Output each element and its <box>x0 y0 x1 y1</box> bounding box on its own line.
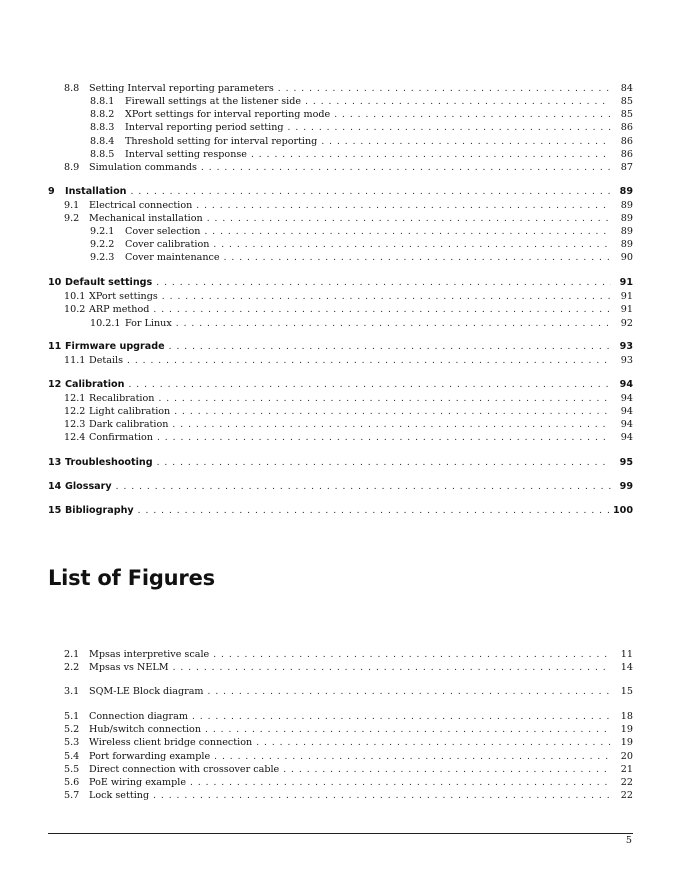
toc-title: Recalibration <box>89 393 155 404</box>
figure-number: 5.2 <box>64 724 80 735</box>
toc-title: Troubleshooting <box>65 457 153 468</box>
figure-entry[interactable] <box>64 723 633 736</box>
figure-number: 5.7 <box>64 790 80 801</box>
toc-title: Installation <box>65 186 127 197</box>
toc-number: 11 <box>48 341 62 352</box>
toc-title: Cover selection <box>125 226 201 237</box>
toc-title: Confirmation <box>89 432 153 443</box>
toc-page: 86 <box>620 122 633 133</box>
toc-title: Setting Interval reporting parameters <box>89 83 274 94</box>
toc-page: 89 <box>620 226 633 237</box>
toc-chapter-11[interactable] <box>48 340 633 353</box>
toc-entry-8-8[interactable] <box>64 82 633 95</box>
toc-title: XPort settings for interval reporting mode <box>125 109 331 120</box>
toc-page: 100 <box>612 505 633 516</box>
toc-number: 10 <box>48 277 62 288</box>
figure-number: 3.1 <box>64 686 80 697</box>
toc-page: 85 <box>620 96 633 107</box>
toc-entry-10-1[interactable] <box>64 290 633 303</box>
toc-number: 8.8.3 <box>90 122 115 133</box>
toc-entry-12-3[interactable] <box>64 418 633 431</box>
toc-page: 91 <box>619 277 633 288</box>
figure-page: 19 <box>620 737 633 748</box>
toc-number: 10.2.1 <box>90 318 121 329</box>
toc-entry-9-2[interactable] <box>64 212 633 225</box>
toc-page: 94 <box>620 432 633 443</box>
figure-number: 5.4 <box>64 751 80 762</box>
toc-page: 86 <box>620 136 633 147</box>
toc-title: ARP method <box>89 304 150 315</box>
toc-title: Interval reporting period setting <box>125 122 284 133</box>
toc-number: 9.2.1 <box>90 226 115 237</box>
figure-title: Wireless client bridge connection <box>89 737 253 748</box>
toc-number: 11.1 <box>64 355 86 366</box>
figure-number: 5.1 <box>64 711 80 722</box>
toc-entry-12-2[interactable] <box>64 405 633 418</box>
toc-title: Mechanical installation <box>89 213 203 224</box>
figure-entry[interactable] <box>64 776 633 789</box>
toc-page: 86 <box>620 149 633 160</box>
figure-page: 14 <box>620 662 633 673</box>
toc-title: Firewall settings at the listener side <box>125 96 302 107</box>
figure-title: SQM-LE Block diagram <box>89 686 204 697</box>
figure-title: Direct connection with crossover cable <box>89 764 280 775</box>
toc-number: 8.8.1 <box>90 96 115 107</box>
toc-page: 89 <box>620 213 633 224</box>
toc-chapter-14[interactable] <box>48 480 633 493</box>
toc-entry-11-1[interactable] <box>64 354 633 367</box>
toc-entry-10-2-1[interactable] <box>90 317 633 330</box>
toc-entry-9-2-2[interactable] <box>90 238 633 251</box>
toc-chapter-9[interactable] <box>48 185 633 198</box>
footer-rule <box>48 833 633 834</box>
toc-title: Interval setting response <box>125 149 247 160</box>
toc-entry-10-2[interactable] <box>64 303 633 316</box>
figure-entry[interactable] <box>64 750 633 763</box>
toc-title: Firmware upgrade <box>65 341 165 352</box>
figure-entry[interactable] <box>64 736 633 749</box>
toc-title: Light calibration <box>89 406 171 417</box>
toc-entry-9-1[interactable] <box>64 199 633 212</box>
figure-entry[interactable] <box>64 685 633 698</box>
toc-page: 94 <box>620 393 633 404</box>
toc-page: 92 <box>620 318 633 329</box>
toc-title: Cover maintenance <box>125 252 220 263</box>
toc-title: Cover calibration <box>125 239 210 250</box>
toc-number: 12 <box>48 379 62 390</box>
figure-page: 19 <box>620 724 633 735</box>
toc-entry-8-8-4[interactable] <box>90 135 633 148</box>
toc-number: 13 <box>48 457 62 468</box>
figure-page: 20 <box>620 751 633 762</box>
toc-entry-9-2-1[interactable] <box>90 225 633 238</box>
figure-page: 22 <box>620 790 633 801</box>
figure-page: 15 <box>620 686 633 697</box>
toc-entry-8-8-2[interactable] <box>90 108 633 121</box>
toc-title: Glossary <box>65 481 112 492</box>
toc-entry-8-8-5[interactable] <box>90 148 633 161</box>
toc-title: Calibration <box>65 379 125 390</box>
toc-title: Bibliography <box>65 505 134 516</box>
toc-title: XPort settings <box>89 291 158 302</box>
toc-number: 12.1 <box>64 393 86 404</box>
toc-entry-8-9[interactable] <box>64 161 633 174</box>
toc-number: 8.8.4 <box>90 136 115 147</box>
toc-entry-9-2-3[interactable] <box>90 251 633 264</box>
toc-page: 94 <box>619 379 633 390</box>
toc-page: 94 <box>620 406 633 417</box>
figure-number: 2.2 <box>64 662 80 673</box>
toc-number: 9 <box>48 186 55 197</box>
toc-title: Electrical connection <box>89 200 193 211</box>
toc-entry-12-4[interactable] <box>64 431 633 444</box>
toc-chapter-12[interactable] <box>48 378 633 391</box>
toc-number: 14 <box>48 481 62 492</box>
toc-number: 12.4 <box>64 432 86 443</box>
toc-page: 94 <box>620 419 633 430</box>
toc-page: 91 <box>620 304 633 315</box>
figure-number: 5.6 <box>64 777 80 788</box>
toc-page: 93 <box>619 341 633 352</box>
toc-page: 93 <box>620 355 633 366</box>
toc-number: 9.2 <box>64 213 80 224</box>
toc-entry-8-8-1[interactable] <box>90 95 633 108</box>
toc-page: 87 <box>620 162 633 173</box>
toc-page: 90 <box>620 252 633 263</box>
page-number: 5 <box>625 835 632 846</box>
toc-number: 8.9 <box>64 162 80 173</box>
toc-number: 15 <box>48 505 62 516</box>
figure-title: PoE wiring example <box>89 777 186 788</box>
figure-title: Mpsas vs NELM <box>89 662 169 673</box>
figure-page: 18 <box>620 711 633 722</box>
toc-chapter-10[interactable] <box>48 276 633 289</box>
toc-title: Default settings <box>65 277 153 288</box>
toc-page: 84 <box>620 83 633 94</box>
figure-entry[interactable] <box>64 763 633 776</box>
toc-title: Details <box>89 355 124 366</box>
figure-title: Lock setting <box>89 790 150 801</box>
figure-entry[interactable] <box>64 710 633 723</box>
toc-number: 8.8.2 <box>90 109 115 120</box>
figure-page: 22 <box>620 777 633 788</box>
toc-number: 12.3 <box>64 419 86 430</box>
figure-title: Mpsas interpretive scale <box>89 649 210 660</box>
toc-number: 10.1 <box>64 291 86 302</box>
toc-entry-8-8-3[interactable] <box>90 121 633 134</box>
toc-page: 85 <box>620 109 633 120</box>
toc-title: Dark calibration <box>89 419 169 430</box>
toc-number: 9.1 <box>64 200 80 211</box>
toc-number: 12.2 <box>64 406 86 417</box>
list-of-figures-heading: List of Figures <box>48 566 215 590</box>
toc-number: 9.2.2 <box>90 239 115 250</box>
toc-page: 91 <box>620 291 633 302</box>
toc-number: 8.8.5 <box>90 149 115 160</box>
toc-title: Simulation commands <box>89 162 197 173</box>
figure-number: 2.1 <box>64 649 80 660</box>
toc-title: For Linux <box>125 318 172 329</box>
toc-page: 89 <box>619 186 633 197</box>
toc-chapter-13[interactable] <box>48 456 633 469</box>
figure-entry[interactable] <box>64 648 633 661</box>
toc-page: 99 <box>619 481 633 492</box>
figure-entry[interactable] <box>64 789 633 802</box>
toc-page: 95 <box>619 457 633 468</box>
toc-title: Threshold setting for interval reporting <box>125 136 318 147</box>
toc-page: 89 <box>620 200 633 211</box>
figure-title: Port forwarding example <box>89 751 211 762</box>
figure-number: 5.3 <box>64 737 80 748</box>
figure-title: Connection diagram <box>89 711 188 722</box>
figure-entry[interactable] <box>64 661 633 674</box>
toc-entry-12-1[interactable] <box>64 392 633 405</box>
toc-number: 8.8 <box>64 83 80 94</box>
toc-page: 89 <box>620 239 633 250</box>
toc-chapter-15[interactable] <box>48 504 633 517</box>
toc-number: 10.2 <box>64 304 86 315</box>
toc-number: 9.2.3 <box>90 252 115 263</box>
figure-page: 11 <box>620 649 633 660</box>
figure-page: 21 <box>620 764 633 775</box>
figure-title: Hub/switch connection <box>89 724 202 735</box>
figure-number: 5.5 <box>64 764 80 775</box>
